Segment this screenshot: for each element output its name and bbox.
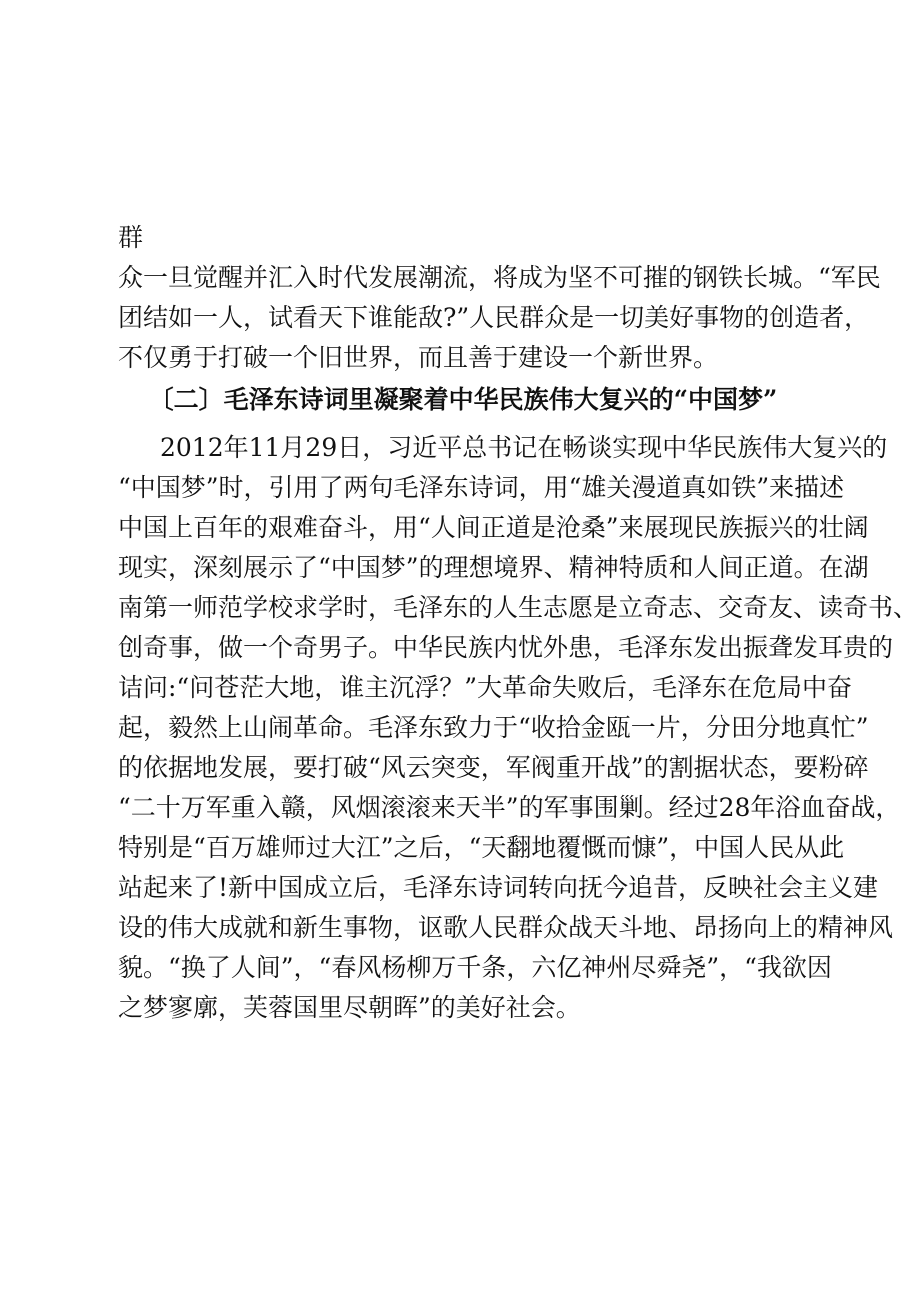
paragraph-2-line-13: 设的伟大成就和新生事物，讴歌人民群众战天斗地、昂扬向上的精神风 bbox=[118, 913, 894, 942]
paragraph-2-line-12: 站起来了!新中国成立后，毛泽东诗词转向抚今追昔，反映社会主义建 bbox=[118, 873, 879, 902]
paragraph-2-line-1: 2012年11月29日，习近平总书记在畅谈实现中华民族伟大复兴的 bbox=[160, 433, 888, 462]
paragraph-2-line-3: 中国上百年的艰难奋斗，用“人间正道是沧桑”来展现民族振兴的壮阔 bbox=[118, 513, 869, 542]
paragraph-2-line-8: 起，毅然上山闹革命。毛泽东致力于“收拾金瓯一片，分田分地真忙” bbox=[118, 713, 869, 742]
paragraph-2-line-2: “中国梦”时，引用了两句毛泽东诗词，用“雄关漫道真如铁”来描述 bbox=[118, 473, 845, 502]
section-heading: 〔二〕毛泽东诗词里凝聚着中华民族伟大复兴的“中国梦” bbox=[148, 385, 778, 414]
paragraph-2-line-6: 创奇事，做一个奇男子。中华民族内忧外患，毛泽东发出振聋发耳贵的 bbox=[118, 633, 894, 662]
paragraph-2-line-11: 特别是“百万雄师过大江”之后，“天翻地覆慨而慷”，中国人民从此 bbox=[118, 833, 845, 862]
paragraph-1-line-4: 不仅勇于打破一个旧世界，而且善于建设一个新世界。 bbox=[118, 343, 719, 372]
paragraph-2-line-10: “二十万军重入赣，风烟滚滚来天半”的军事围剿。经过28年浴血奋战， bbox=[118, 793, 901, 822]
paragraph-2-line-14: 貌。“换了人间”，“春风杨柳万千条，六亿神州尽舜尧”，“我欲因 bbox=[118, 953, 832, 982]
paragraph-1-line-1: 群 bbox=[118, 223, 144, 252]
paragraph-2-line-15: 之梦寥廓，芙蓉国里尽朝晖”的美好社会。 bbox=[118, 993, 581, 1022]
paragraph-1-line-2: 众一旦觉醒并汇入时代发展潮流，将成为坚不可摧的钢铁长城。“军民 bbox=[118, 263, 881, 292]
paragraph-2-line-4: 现实，深刻展示了“中国梦”的理想境界、精神特质和人间正道。在湖 bbox=[118, 553, 869, 582]
paragraph-2-line-5: 南第一师范学校求学时，毛泽东的人生志愿是立奇志、交奇友、读奇书、 bbox=[118, 593, 919, 622]
paragraph-1-line-3: 团结如一人，试看天下谁能敌?”人民群众是一切美好事物的创造者， bbox=[118, 303, 870, 332]
paragraph-2-line-7: 诘问:“问苍茫大地，谁主沉浮？”大革命失败后，毛泽东在危局中奋 bbox=[118, 673, 852, 702]
paragraph-2-line-9: 的依据地发展，要打破“风云突变，军阀重开战”的割据状态，要粉碎 bbox=[118, 753, 869, 782]
